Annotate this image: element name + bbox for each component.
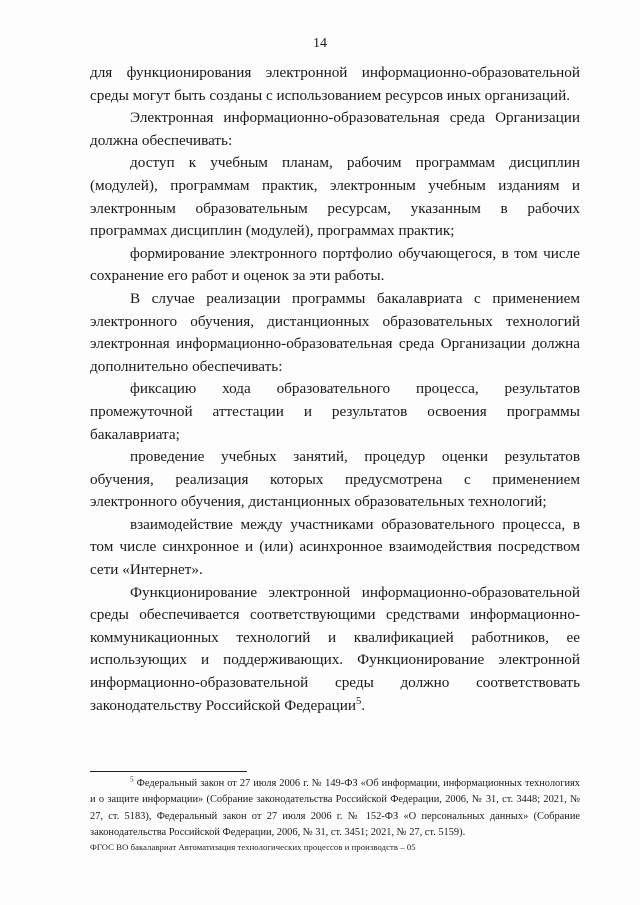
paragraph: фиксацию хода образовательного процесса, результатов промежуточной аттестации и результатов освоения программы бакалавриата; (90, 380, 580, 443)
footnote-separator (90, 771, 247, 772)
paragraph: Электронная информационно-образовательная среда Организации должна обеспечивать: (90, 109, 580, 149)
paragraph-with-footnote: Функционирование электронной информационно-образовательной среды обеспечивается соответствующими средствами информационно-коммуникационных технологий и квалификацией работников, ее использующих и поддерживающих. Функционирование электронной информационно-образовательной среды должно соответствовать законодательству Российской Федерации$^5$. (90, 583, 580, 714)
footnote-text: Федеральный закон от 27 июля 2006 г. № 149-ФЗ «Об информации, информационных технологиях и о защите информации» (Собрание законодательства Российской Федерации, 2006, № 31, ст. 3448; 2021, № 27, ст. 5183), Федеральный закон от 27 июля 2006 г. № 152-ФЗ «О персональных данных» (Собрание законодательства Российской Федерации, 2006, № 31, ст. 3451; 2021, № 27, ст. 5159). (90, 778, 580, 839)
footnote (90, 776, 580, 842)
paragraph: проведение учебных занятий, процедур оценки результатов обучения, реализация которых предусмотрена с применением электронного обучения, дистанционных образовательных технологий; (90, 448, 580, 511)
paragraph: взаимодействие между участниками образовательного процесса, в том числе синхронное и (или) асинхронное взаимодействия посредством сети «Интернет». (90, 515, 580, 579)
paragraph: формирование электронного портфолио обучающегося, в том числе сохранение его работ и оценок за эти работы. (90, 244, 580, 285)
footnote-reference[interactable]: 5 (355, 695, 362, 707)
paragraph-text: Функционирование электронной информационно-образовательной среды обеспечивается соответствующими средствами информационно-коммуникационных технологий и квалификацией работников, ее использующих и поддерживающих. Функционирование электронной информационно-образовательной среды должно соответствовать законодательству Российской Федерации (90, 583, 580, 714)
page-footer: ФГОС ВО бакалавриат Автоматизация технологических процессов и производств – 05 (90, 842, 416, 852)
paragraph: доступ к учебным планам, рабочим программам дисциплин (модулей), программам практик, электронным учебным изданиям и электронным образовательным ресурсам, указанным в рабочих программах дисциплин (модулей), программах практик; (90, 154, 580, 240)
page-number: 14 (313, 36, 327, 51)
paragraph: для функционирования электронной информационно-образовательной среды могут быть созданы с использованием ресурсов иных организаций. (90, 64, 580, 104)
paragraph: В случае реализации программы бакалавриата с применением электронного обучения, дистанционных образовательных технологий электронная информационно-образовательная среда Организации должна дополнительно обеспечивать: (90, 289, 580, 375)
document-body (90, 62, 580, 717)
footnote-marker: 5 (130, 775, 134, 784)
